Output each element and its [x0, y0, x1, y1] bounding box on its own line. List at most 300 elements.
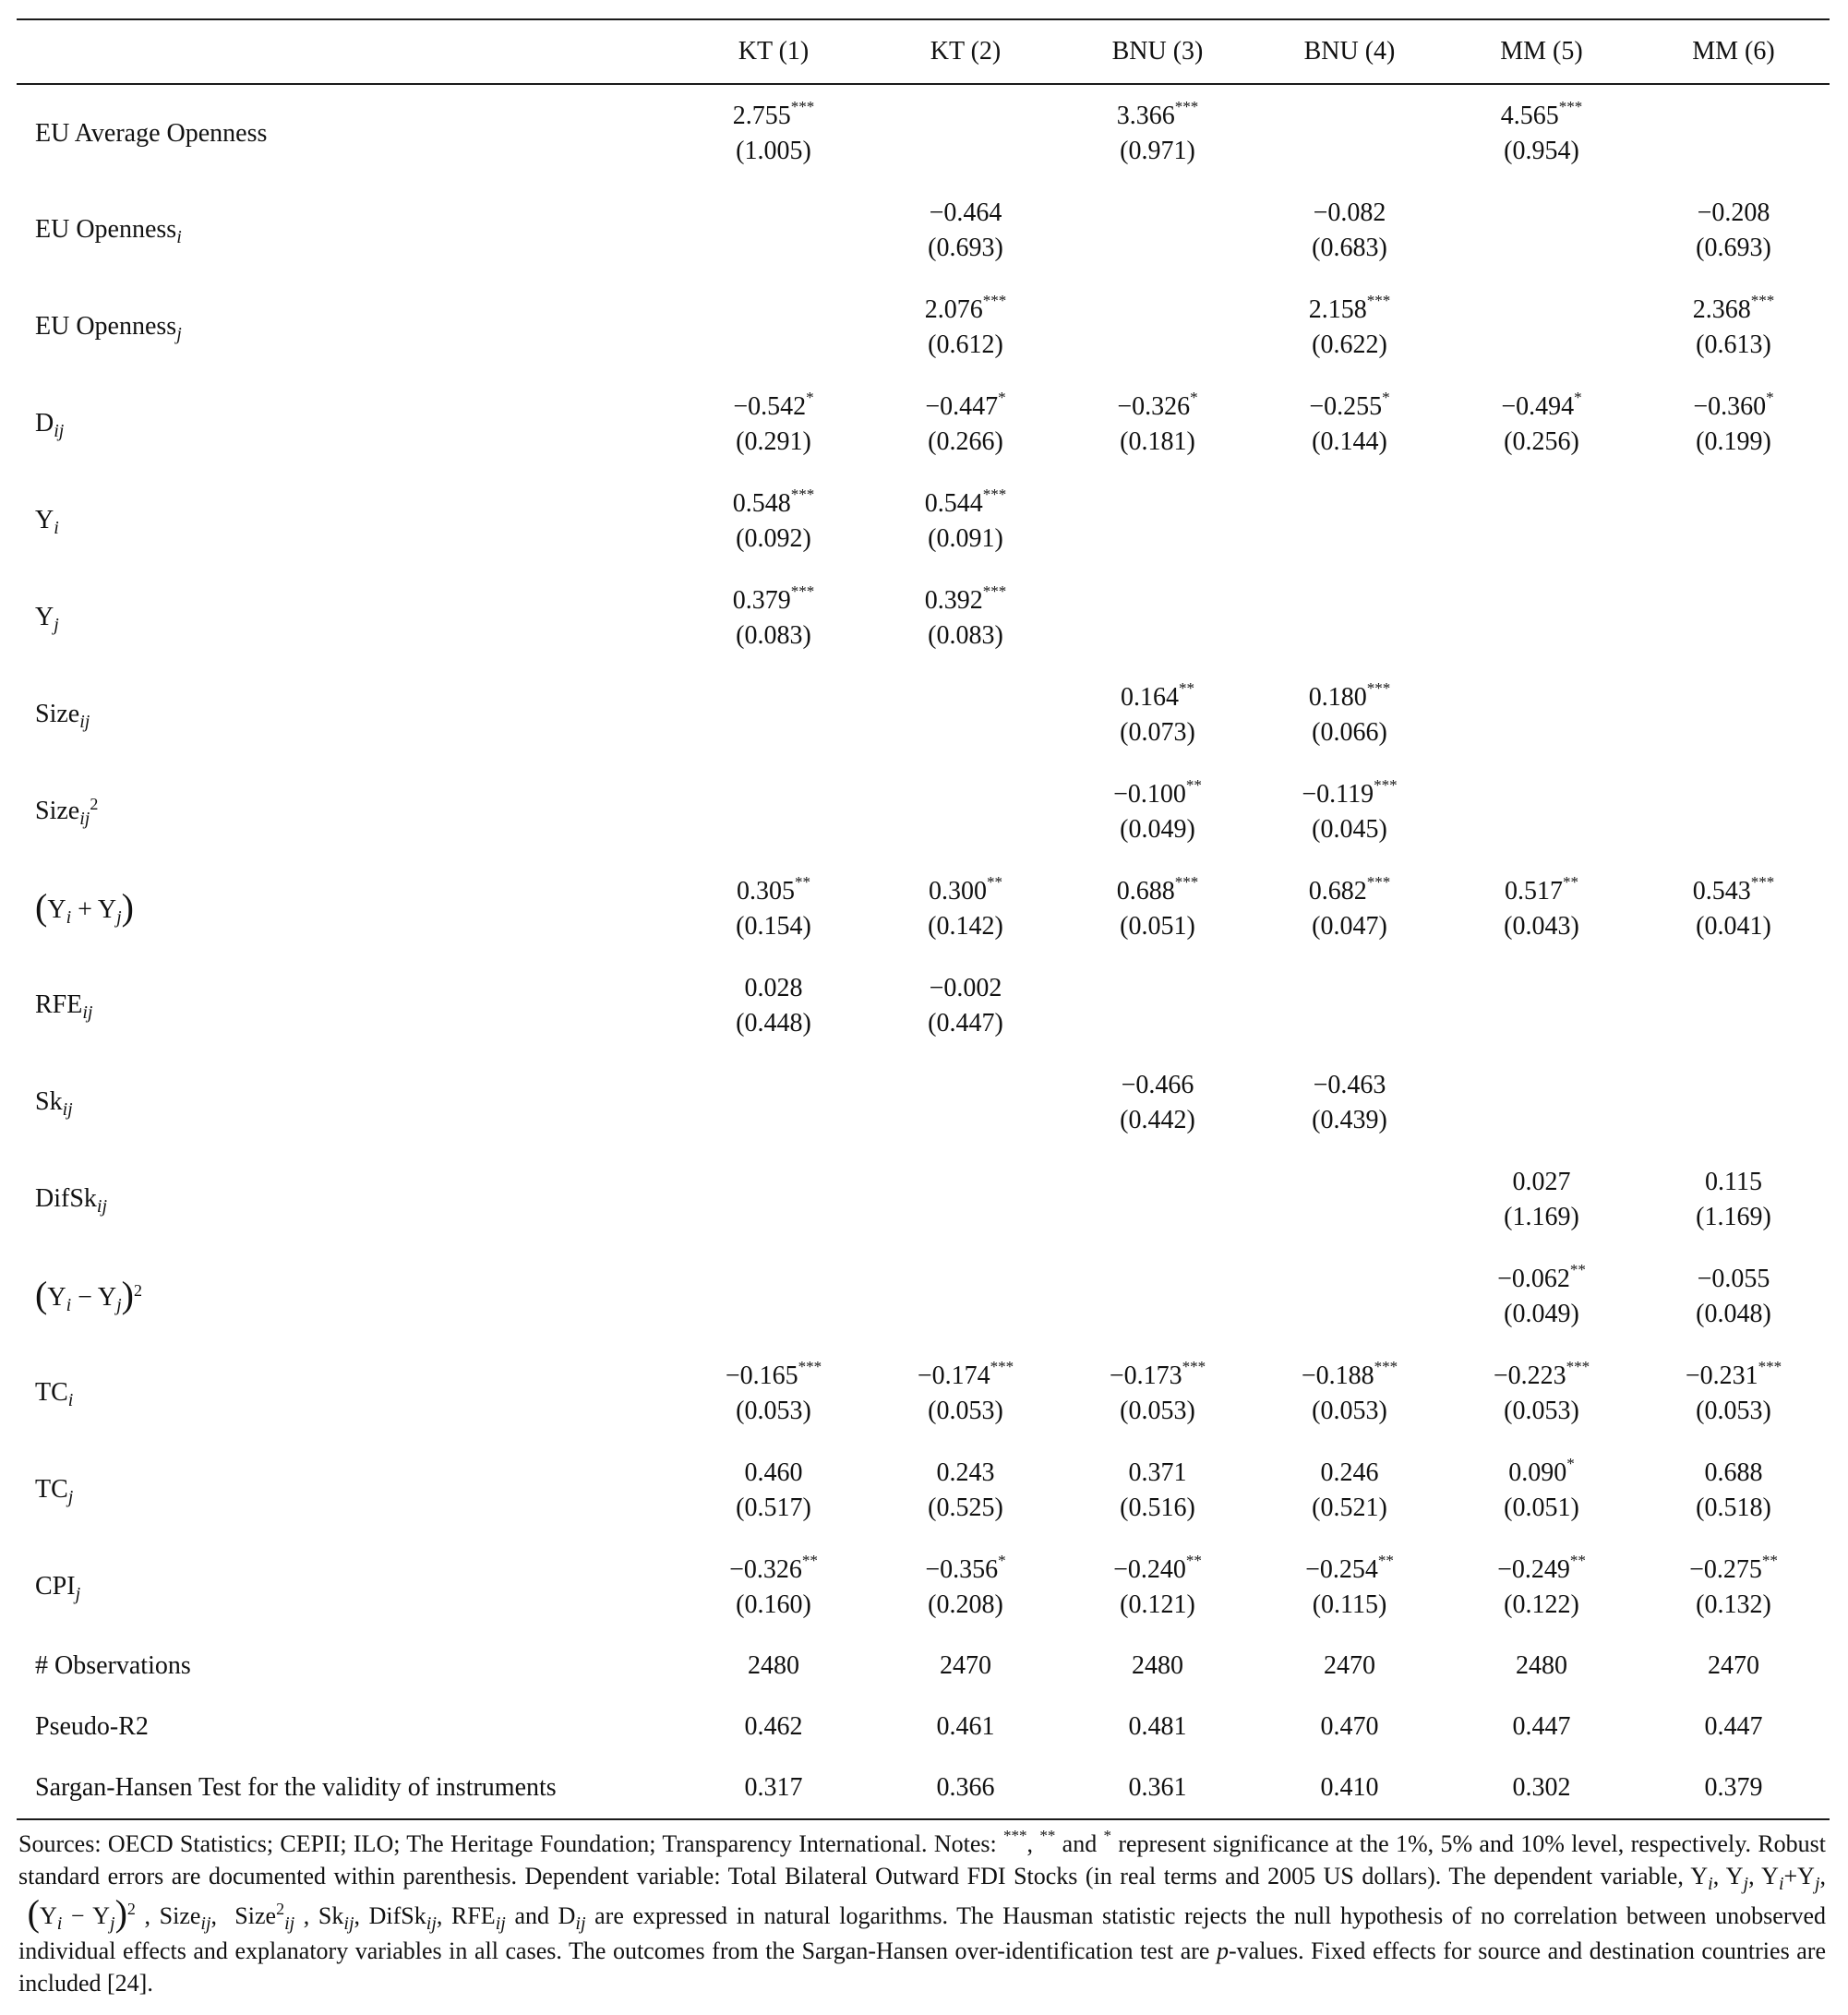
significance-stars: ***: [1374, 1358, 1398, 1376]
coefficient-cell: [678, 376, 870, 473]
significance-stars: ***: [990, 1358, 1014, 1376]
coefficient: 0.164: [1121, 682, 1179, 712]
standard-error: (0.144): [1312, 426, 1387, 456]
coefficient-cell: [1062, 85, 1254, 182]
coefficient-value: [1062, 680, 1254, 715]
standard-error: (0.053): [736, 1396, 811, 1425]
coefficient: 0.517: [1505, 876, 1563, 906]
column-header: KT (2): [930, 37, 1002, 66]
stats-value: 2470: [1708, 1651, 1759, 1680]
significance-stars: **: [1563, 873, 1578, 892]
coefficient-value: [1254, 293, 1446, 328]
significance-stars: ***: [1750, 873, 1775, 892]
row-label-subscript: ij: [79, 808, 90, 829]
coefficient-cell: [678, 279, 870, 376]
standard-error: (0.132): [1696, 1589, 1771, 1619]
standard-error: (0.154): [736, 911, 811, 941]
coefficient-cell: [1062, 763, 1254, 860]
row-label: [17, 473, 678, 570]
coefficient-value: [1446, 874, 1638, 909]
significance-stars: ***: [790, 582, 815, 601]
standard-error: (0.073): [1120, 717, 1195, 747]
coefficient-cell: [1062, 1345, 1254, 1442]
coefficient-value: [1638, 1262, 1830, 1297]
regression-table: [17, 20, 1830, 83]
coefficient: 0.543: [1692, 876, 1751, 906]
coefficient-cell: [678, 1442, 870, 1539]
standard-error: (0.954): [1504, 136, 1579, 165]
coefficient-cell: [1062, 860, 1254, 957]
coefficient-value: [870, 1359, 1062, 1394]
row-label-text: Sk: [35, 1086, 63, 1116]
significance-stars: ***: [1174, 873, 1199, 892]
coefficient-cell: [1638, 85, 1830, 182]
coefficient: −0.082: [1313, 198, 1386, 227]
stats-row: [17, 1697, 1830, 1757]
regression-body: [17, 85, 1830, 1818]
coefficient-cell: [1638, 1345, 1830, 1442]
standard-error: (1.005): [736, 136, 811, 165]
row-label-subscript: j: [176, 323, 182, 344]
coefficient: 0.243: [936, 1457, 995, 1487]
coefficient-cell: [1638, 1539, 1830, 1636]
row-label-text: EU Openness: [35, 214, 177, 244]
coefficient-value: [678, 390, 870, 425]
coefficient-cell: [1638, 376, 1830, 473]
stats-value: 0.410: [1320, 1773, 1379, 1802]
coefficient-cell: [870, 570, 1062, 666]
table-row: [17, 1345, 1830, 1442]
coefficient-cell: [1446, 957, 1638, 1054]
table-row: [17, 957, 1830, 1054]
coefficient-value: [1254, 1359, 1446, 1394]
coefficient-value: [870, 293, 1062, 328]
table-row: [17, 279, 1830, 376]
coefficient-cell: [870, 860, 1062, 957]
coefficient-cell: [678, 1539, 870, 1636]
coefficient: 0.392: [924, 585, 983, 615]
standard-error: (0.693): [928, 233, 1003, 262]
standard-error: (0.448): [736, 1008, 811, 1037]
standard-error: (0.051): [1120, 911, 1195, 941]
coefficient-cell: [1062, 570, 1254, 666]
standard-error: (0.045): [1312, 814, 1387, 844]
significance-stars: ***: [1750, 292, 1775, 310]
column-header: KT (1): [738, 37, 810, 66]
table-row: [17, 376, 1830, 473]
coefficient-cell: [1254, 279, 1446, 376]
standard-error: (0.442): [1120, 1105, 1195, 1134]
coefficient: −0.165: [725, 1361, 798, 1390]
coefficient-value: [870, 486, 1062, 522]
coefficient-cell: [678, 1248, 870, 1345]
coefficient: 0.688: [1704, 1457, 1763, 1487]
coefficient-cell: [1254, 1442, 1446, 1539]
table-row: [17, 763, 1830, 860]
coefficient-cell: [870, 1539, 1062, 1636]
standard-error: (0.053): [1312, 1396, 1387, 1425]
coefficient-value: [678, 971, 870, 1006]
significance-stars: ***: [1558, 98, 1583, 116]
stats-label: Pseudo-R2: [35, 1712, 149, 1741]
coefficient-cell: [1254, 85, 1446, 182]
coefficient-value: [678, 99, 870, 134]
standard-error: (0.208): [928, 1589, 1003, 1619]
significance-stars: ***: [790, 98, 815, 116]
coefficient: 0.028: [744, 973, 803, 1002]
significance-stars: ***: [1174, 98, 1199, 116]
standard-error: (0.051): [1504, 1493, 1579, 1522]
significance-stars: ***: [790, 486, 815, 504]
coefficient: 2.368: [1692, 294, 1751, 324]
standard-error: (0.092): [736, 523, 811, 553]
coefficient-cell: [1638, 182, 1830, 279]
coefficient: −0.326: [729, 1554, 802, 1584]
subscript: j: [116, 907, 122, 928]
notes-stars-10pct: *: [1103, 1827, 1112, 1845]
significance-stars: ***: [1566, 1358, 1590, 1376]
coefficient: −0.463: [1313, 1070, 1386, 1099]
coefficient-value: [678, 583, 870, 618]
table-body: [17, 85, 1830, 1818]
coefficient-cell: [1638, 1151, 1830, 1248]
stats-value: 0.470: [1320, 1712, 1379, 1741]
coefficient-cell: [1254, 376, 1446, 473]
row-label: [17, 763, 678, 860]
standard-error: (0.622): [1312, 330, 1387, 359]
standard-error: (0.115): [1312, 1589, 1387, 1619]
row-label: [17, 1054, 678, 1151]
table-row: [17, 1054, 1830, 1151]
column-header: MM (6): [1692, 37, 1775, 66]
table-notes: Sources: OECD Statistics; CEPII; ILO; The Heritage Foundation; Transparency International. Notes: ***, ** and * represent significance at the 1%, 5% and 10% level, respectively. Robust standard errors are documented within parenthesis. Dependent variable: Total Bilateral Outward FDI Stocks (in real terms and 2005 US dollars). The dependent variable, $Y_i$, $Y_j$, $Y_i+Y_j$, $(Y_i - Y_j)^2$ , Size$_{ij}$, Size$^2_{ij}$ , $Sk_{ij}$, DifSk$_{ij}$, $RFE_{ij}$ and $D_{ij}$ are expressed in natural logarithms. The Hausman statistic rejects the null hypothesis of no correlation between unobserved individual effects and explanatory variables in all cases. The outcomes from the Sargan-Hansen over-identification test are p-values. Fixed effects for source and destination countries are included [24].: [18, 1827, 1827, 1997]
coefficient: −0.173: [1109, 1361, 1182, 1390]
row-label-subscript: ij: [79, 711, 90, 732]
coefficient-cell: [1638, 763, 1830, 860]
standard-error: (0.122): [1504, 1589, 1579, 1619]
standard-error: (0.521): [1312, 1493, 1387, 1522]
standard-error: (0.083): [736, 620, 811, 650]
row-label: [17, 1151, 678, 1248]
row-label-math: $(Y_i + Y_j)$: [35, 886, 134, 928]
coefficient: −0.188: [1301, 1361, 1374, 1390]
coefficient-cell: [1446, 1345, 1638, 1442]
standard-error: (0.142): [928, 911, 1003, 941]
coefficient: −0.119: [1302, 779, 1374, 809]
coefficient-cell: [870, 1248, 1062, 1345]
significance-stars: ***: [1758, 1358, 1782, 1376]
coefficient-cell: [1062, 957, 1254, 1054]
coefficient: 2.158: [1308, 294, 1367, 324]
regression-table-figure: [17, 18, 1830, 1999]
significance-stars: *: [806, 389, 814, 407]
coefficient-cell: [1446, 1248, 1638, 1345]
coefficient-cell: [1254, 182, 1446, 279]
coefficient: −0.174: [917, 1361, 990, 1390]
standard-error: (0.683): [1312, 233, 1387, 262]
coefficient-cell: [1254, 957, 1446, 1054]
coefficient-cell: [1446, 1442, 1638, 1539]
coefficient-cell: [1446, 666, 1638, 763]
significance-stars: **: [1569, 1552, 1586, 1570]
coefficient-cell: [1254, 1345, 1446, 1442]
row-label-subscript: ij: [54, 420, 65, 441]
row-label: [17, 666, 678, 763]
standard-error: (0.043): [1504, 911, 1579, 941]
significance-stars: ***: [1366, 679, 1391, 698]
coefficient-cell: [1062, 1442, 1254, 1539]
coefficient-cell: [1638, 279, 1830, 376]
standard-error: (0.613): [1696, 330, 1771, 359]
significance-stars: ***: [1374, 776, 1398, 795]
coefficient: −0.447: [925, 391, 999, 421]
coefficient-cell: [678, 570, 870, 666]
coefficient-cell: [1446, 1539, 1638, 1636]
coefficient-cell: [678, 957, 870, 1054]
standard-error: (0.049): [1120, 814, 1195, 844]
stats-value: 0.462: [744, 1712, 803, 1741]
coefficient-cell: [1638, 1442, 1830, 1539]
coefficient-cell: [1446, 182, 1638, 279]
stats-value: 0.317: [744, 1773, 803, 1802]
coefficient-cell: [1062, 1539, 1254, 1636]
coefficient-cell: [1254, 570, 1446, 666]
notes-significance: represent significance at the 1%, 5% and 10% level, respectively. Robust standard errors are documented within parenthesis. Dependent variable: Total Bilateral Outward FDI Stocks (in real terms and 2005 US dollars). The dependent variable,: [18, 1830, 1826, 1889]
coefficient-value: [1062, 1553, 1254, 1588]
coefficient-cell: [1446, 279, 1638, 376]
coefficient-cell: [870, 1054, 1062, 1151]
coefficient-value: [1062, 874, 1254, 909]
notes-method: are expressed in natural logarithms. The Hausman statistic rejects the null hypothesis of no correlation between unobserved individual effects and explanatory variables in all cases. The outcomes from the Sargan-Hansen over-identification test are: [18, 1902, 1827, 1964]
coefficient-cell: [678, 85, 870, 182]
standard-error: (0.083): [928, 620, 1003, 650]
coefficient-value: [1638, 1359, 1830, 1394]
notes-and: and: [1055, 1830, 1104, 1857]
stats-value: 0.447: [1704, 1712, 1763, 1741]
coefficient: 0.305: [737, 876, 795, 906]
coefficient-value: [1254, 390, 1446, 425]
coefficient-cell: [870, 1151, 1062, 1248]
coefficient-cell: [1638, 860, 1830, 957]
standard-error: (1.169): [1504, 1202, 1579, 1231]
header-stub: [17, 20, 678, 83]
standard-error: (0.091): [928, 523, 1003, 553]
stats-value: 0.302: [1512, 1773, 1571, 1802]
coefficient: −0.275: [1689, 1554, 1762, 1584]
standard-error: (0.041): [1696, 911, 1771, 941]
standard-error: (0.525): [928, 1493, 1003, 1522]
coefficient-value: [870, 1456, 1062, 1491]
coefficient-value: [1446, 99, 1638, 134]
row-label: [17, 182, 678, 279]
coefficient: 0.371: [1128, 1457, 1187, 1487]
significance-stars: *: [1574, 389, 1582, 407]
coefficient-value: [1638, 1165, 1830, 1200]
coefficient-value: [870, 1553, 1062, 1588]
coefficient: 0.688: [1116, 876, 1175, 906]
standard-error: (0.049): [1504, 1299, 1579, 1328]
significance-stars: **: [801, 1552, 818, 1570]
coefficient-value: [870, 583, 1062, 618]
significance-stars: **: [1761, 1552, 1778, 1570]
row-label: [17, 1539, 678, 1636]
paren-open: (: [35, 886, 48, 928]
coefficient-cell: [870, 1442, 1062, 1539]
coefficient-value: [1638, 874, 1830, 909]
coefficient-cell: [870, 763, 1062, 860]
coefficient-cell: [1062, 182, 1254, 279]
row-label: [17, 1442, 678, 1539]
standard-error: (0.053): [1696, 1396, 1771, 1425]
coefficient: −0.208: [1697, 198, 1770, 227]
coefficient: −0.240: [1113, 1554, 1186, 1584]
row-label-text: D: [35, 408, 54, 438]
row-label-text: TC: [35, 1474, 68, 1504]
standard-error: (0.439): [1312, 1105, 1387, 1134]
row-label-text: EU Average Openness: [35, 118, 268, 148]
stats-value: 0.361: [1128, 1773, 1187, 1802]
coefficient-cell: [1254, 1539, 1446, 1636]
coefficient: 0.379: [732, 585, 791, 615]
row-label: [17, 957, 678, 1054]
coefficient: 2.076: [924, 294, 983, 324]
coefficient-cell: [870, 279, 1062, 376]
significance-stars: *: [998, 1552, 1006, 1570]
stats-label: Sargan-Hansen Test for the validity of instruments: [35, 1773, 557, 1802]
standard-error: (0.053): [928, 1396, 1003, 1425]
coefficient-value: [1254, 1068, 1446, 1103]
coefficient-cell: [870, 473, 1062, 570]
coefficient-cell: [1254, 1054, 1446, 1151]
coefficient-cell: [1254, 666, 1446, 763]
coefficient-cell: [1446, 1054, 1638, 1151]
significance-stars: **: [1185, 776, 1202, 795]
standard-error: (0.053): [1120, 1396, 1195, 1425]
coefficient-cell: [1062, 1248, 1254, 1345]
coefficient-value: [1062, 99, 1254, 134]
standard-error: (0.971): [1120, 136, 1195, 165]
row-label-text: RFE: [35, 990, 83, 1019]
coefficient: 0.300: [929, 876, 987, 906]
coefficient: −0.055: [1697, 1264, 1770, 1293]
coefficient: −0.466: [1121, 1070, 1194, 1099]
coefficient-value: [1254, 1553, 1446, 1588]
standard-error: (0.447): [928, 1008, 1003, 1037]
coefficient-cell: [1062, 1151, 1254, 1248]
standard-error: (0.516): [1120, 1493, 1195, 1522]
coefficient-value: [1446, 1456, 1638, 1491]
standard-error: (0.693): [1696, 233, 1771, 262]
significance-stars: **: [1569, 1261, 1586, 1279]
coefficient: 0.180: [1308, 682, 1367, 712]
coefficient-cell: [1446, 860, 1638, 957]
standard-error: (0.266): [928, 426, 1003, 456]
coefficient: 0.544: [924, 488, 983, 518]
coefficient-value: [678, 874, 870, 909]
row-label-text: CPI: [35, 1571, 76, 1601]
coefficient-cell: [1446, 570, 1638, 666]
coefficient-value: [1638, 293, 1830, 328]
stats-value: 2470: [940, 1651, 991, 1680]
coefficient-cell: [870, 182, 1062, 279]
row-label: [17, 1248, 678, 1345]
row-label: [17, 279, 678, 376]
row-label-text: EU Openness: [35, 311, 177, 341]
standard-error: (0.256): [1504, 426, 1579, 456]
row-label-subscript: j: [67, 1486, 74, 1507]
coefficient-cell: [1062, 1054, 1254, 1151]
significance-stars: *: [1382, 389, 1390, 407]
coefficient-value: [1062, 390, 1254, 425]
significance-stars: ***: [982, 486, 1007, 504]
paren-close: ): [121, 1274, 134, 1315]
coefficient: −0.255: [1309, 391, 1383, 421]
stats-label: # Observations: [35, 1651, 191, 1680]
subscript: i: [66, 907, 72, 928]
table-row: [17, 182, 1830, 279]
paren-close: ): [121, 886, 134, 928]
coefficient-value: [1062, 1456, 1254, 1491]
coefficient-cell: [1446, 473, 1638, 570]
stats-value: 2480: [1516, 1651, 1567, 1680]
standard-error: (0.517): [736, 1493, 811, 1522]
coefficient-cell: [870, 957, 1062, 1054]
coefficient-cell: [1062, 279, 1254, 376]
coefficient: 3.366: [1116, 101, 1175, 130]
coefficient-cell: [1638, 1054, 1830, 1151]
notes-p: p: [1217, 1937, 1230, 1964]
coefficient-cell: [678, 666, 870, 763]
coefficient-value: [1446, 390, 1638, 425]
coefficient-cell: [678, 860, 870, 957]
row-label-superscript: 2: [90, 794, 99, 813]
table-row: [17, 85, 1830, 182]
row-label-subscript: ij: [62, 1098, 73, 1120]
coefficient-cell: [678, 473, 870, 570]
row-label-subscript: j: [54, 614, 59, 635]
coefficient: −0.326: [1117, 391, 1191, 421]
coefficient-cell: [1638, 666, 1830, 763]
row-label-subscript: i: [176, 226, 182, 247]
coefficient-value: [678, 1456, 870, 1491]
stats-value: 2480: [748, 1651, 799, 1680]
row-label-subscript: i: [54, 517, 59, 538]
coefficient-value: [870, 196, 1062, 231]
coefficient-value: [1254, 874, 1446, 909]
coefficient-value: [1062, 1359, 1254, 1394]
notes-stars-1pct: ***: [1003, 1827, 1027, 1845]
significance-stars: *: [998, 389, 1006, 407]
table-row: [17, 860, 1830, 957]
subscript: i: [66, 1295, 72, 1315]
coefficient-cell: [1638, 1248, 1830, 1345]
notes-tail: -values. Fixed effects for source and destination countries are included [24].: [18, 1937, 1826, 1997]
coefficient-cell: [870, 376, 1062, 473]
coefficient-value: [1254, 1456, 1446, 1491]
significance-stars: ***: [798, 1358, 822, 1376]
coefficient: −0.249: [1497, 1554, 1570, 1584]
coefficient-cell: [678, 182, 870, 279]
coefficient-cell: [678, 1151, 870, 1248]
stats-value: 0.379: [1704, 1773, 1763, 1802]
row-label: [17, 1345, 678, 1442]
coefficient-cell: [1254, 1151, 1446, 1248]
significance-stars: **: [1179, 679, 1194, 698]
stats-value: 0.447: [1512, 1712, 1571, 1741]
coefficient-value: [1254, 680, 1446, 715]
stats-row: [17, 1757, 1830, 1818]
coefficient-value: [1446, 1165, 1638, 1200]
